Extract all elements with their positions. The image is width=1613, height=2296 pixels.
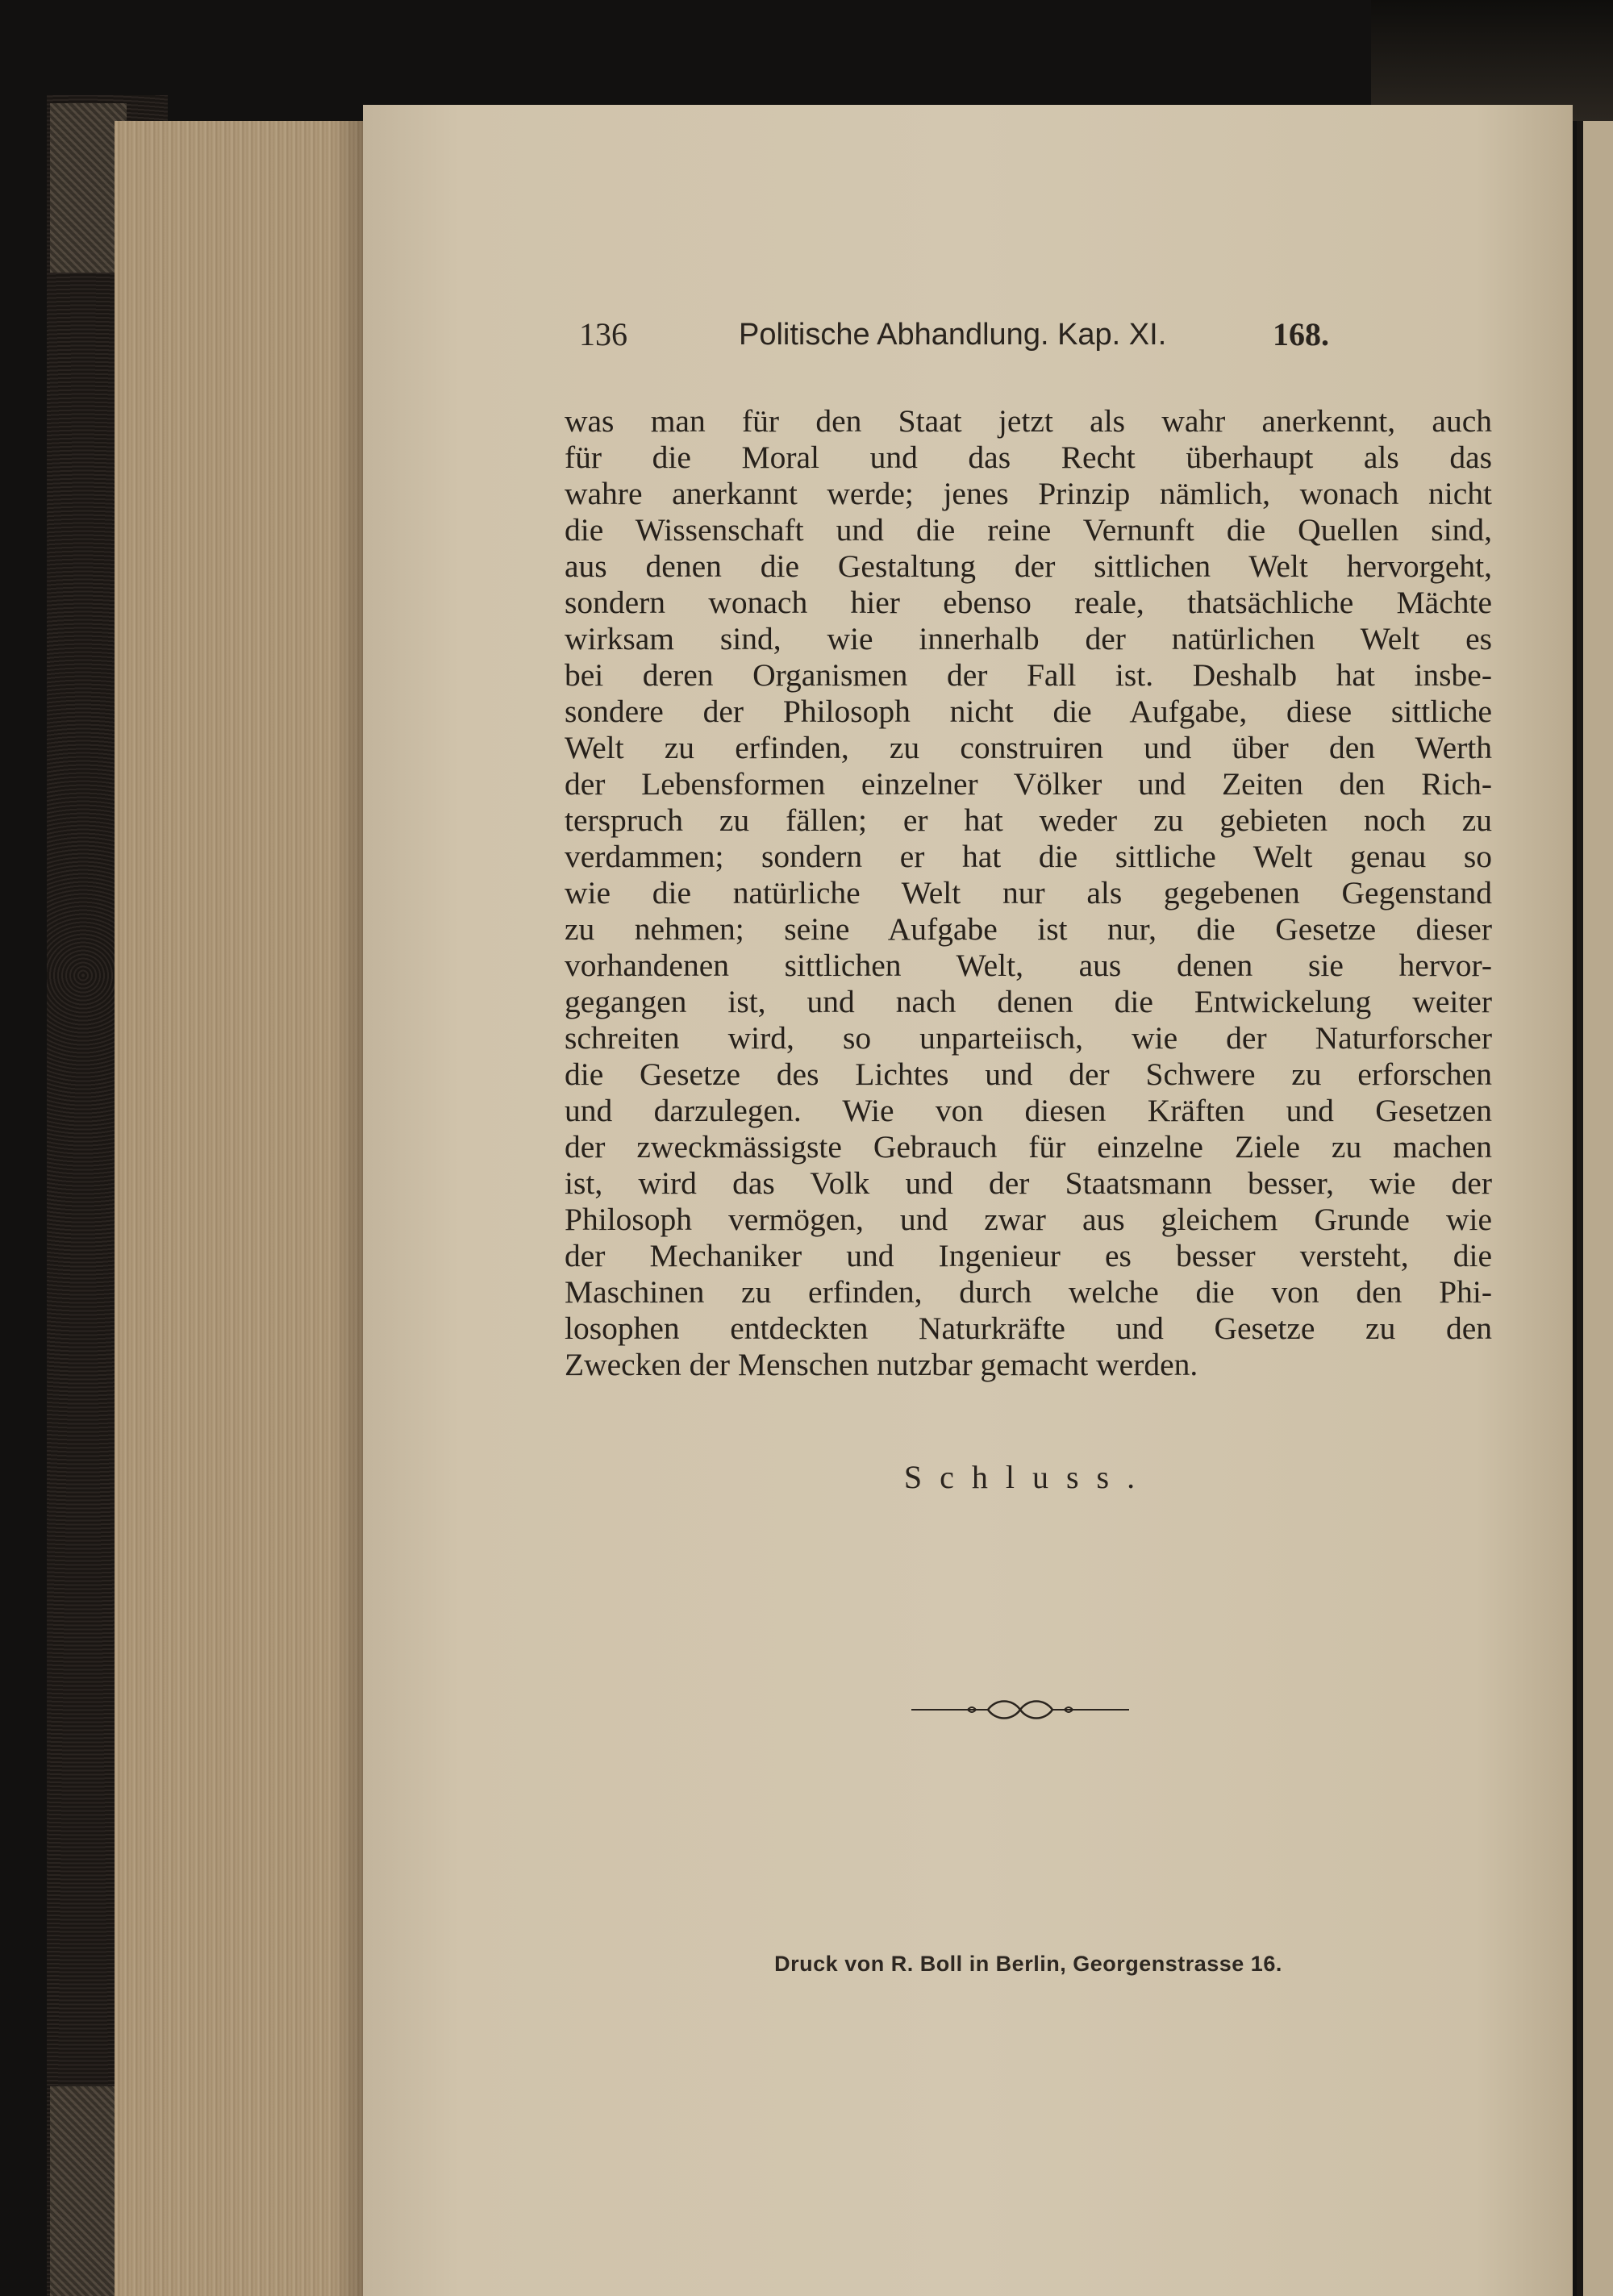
text-line: aus denen die Gestaltung der sittlichen Welt hervorgeht,: [565, 548, 1492, 584]
text-line: bei deren Organismen der Fall ist. Deshalb hat insbe-: [565, 657, 1492, 693]
page-edges: [115, 121, 365, 2296]
section-number: 168.: [1273, 316, 1329, 352]
next-page-edge: [1577, 121, 1613, 2296]
text-line: wahre anerkannt werde; jenes Prinzip nämlich, wonach nicht: [565, 476, 1492, 511]
text-line: ist, wird das Volk und der Staatsmann besser, wie der: [565, 1165, 1492, 1201]
text-line: und darzulegen. Wie von diesen Kräften und Gesetzen: [565, 1093, 1492, 1128]
text-line: gegangen ist, und nach denen die Entwickelung weiter: [565, 984, 1492, 1019]
text-line: Welt zu erfinden, zu construiren und über den Werth: [565, 730, 1492, 765]
text-line: wirksam sind, wie innerhalb der natürlichen Welt es: [565, 621, 1492, 656]
text-line: was man für den Staat jetzt als wahr anerkennt, auch: [565, 403, 1492, 439]
text-line: wie die natürliche Welt nur als gegebenen Gegenstand: [565, 875, 1492, 910]
running-title: Politische Abhandlung. Kap. XI.: [739, 318, 1167, 352]
text-line: der Lebensformen einzelner Völker und Zeiten den Rich-: [565, 766, 1492, 802]
text-line: Maschinen zu erfinden, durch welche die von den Phi-: [565, 1274, 1492, 1310]
text-line: Zwecken der Menschen nutzbar gemacht werden.: [565, 1347, 1198, 1382]
running-head: [579, 310, 1329, 359]
text-line: sondere der Philosoph nicht die Aufgabe, diese sittliche: [565, 694, 1492, 729]
text-line: losophen entdeckten Naturkräfte und Gesetze zu den: [565, 1311, 1492, 1346]
text-line: der zweckmässigste Gebrauch für einzelne Ziele zu machen: [565, 1129, 1492, 1165]
background-shadow: [1371, 0, 1613, 121]
text-line: der Mechaniker und Ingenieur es besser versteht, die: [565, 1238, 1492, 1273]
body-text: [565, 403, 1492, 1383]
text-line: sondern wonach hier ebenso reale, thatsächliche Mächte: [565, 585, 1492, 620]
printer-imprint: Druck von R. Boll in Berlin, Georgenstrasse 16.: [774, 1952, 1282, 1976]
text-line: terspruch zu fällen; er hat weder zu gebieten noch zu: [565, 802, 1492, 838]
text-line: schreiten wird, so unparteiisch, wie der Naturforscher: [565, 1020, 1492, 1056]
text-line: verdammen; sondern er hat die sittliche Welt genau so: [565, 839, 1492, 874]
text-line: Philosoph vermögen, und zwar aus gleichem Grunde wie: [565, 1202, 1492, 1237]
ornament-rule-icon: [911, 1694, 1129, 1726]
text-line: zu nehmen; seine Aufgabe ist nur, die Gesetze dieser: [565, 911, 1492, 947]
page-number: 136: [579, 316, 627, 352]
text-line: für die Moral und das Recht überhaupt als das: [565, 440, 1492, 475]
text-line: vorhandenen sittlichen Welt, aus denen sie hervor-: [565, 948, 1492, 983]
text-line: die Wissenschaft und die reine Vernunft die Quellen sind,: [565, 512, 1492, 548]
closing-heading: Schluss.: [903, 1459, 1153, 1495]
text-line: die Gesetze des Lichtes und der Schwere zu erforschen: [565, 1056, 1492, 1092]
